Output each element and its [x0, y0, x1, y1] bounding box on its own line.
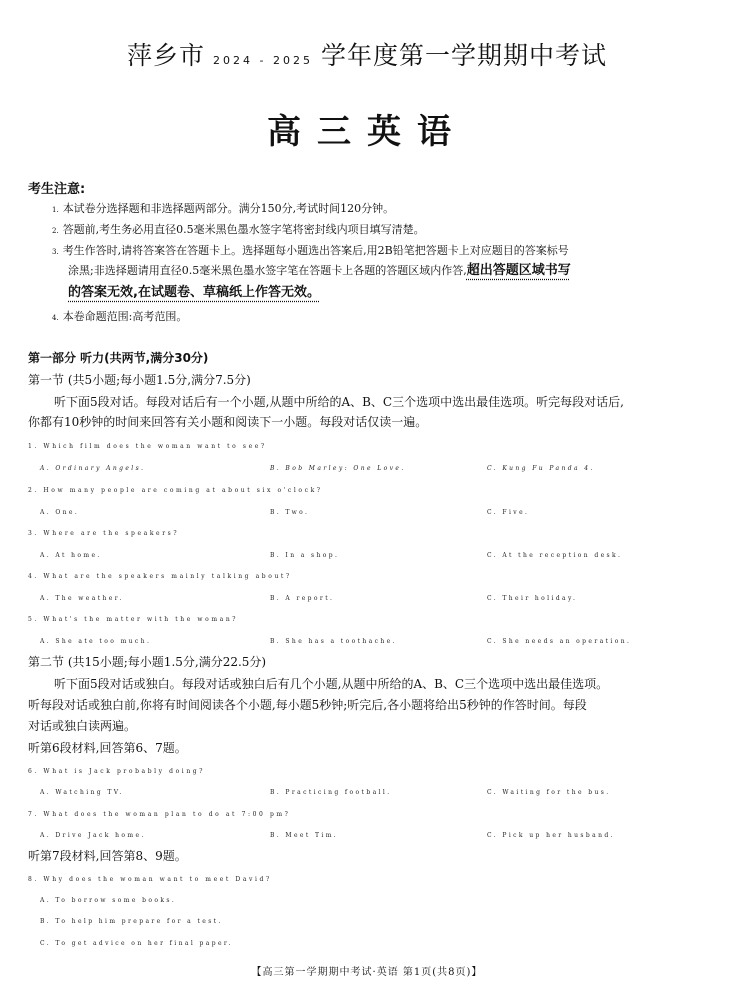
option-6c: C. Waiting for the bus. [487, 789, 611, 796]
notice-item-3-line3 [68, 282, 728, 303]
notice-item-3-line2: 涂黑;非选择题请用直径0.5毫米黑色墨水签字笔在答题卡上各题的答题区域内作答,超出答题区域书写 [68, 263, 571, 278]
option-8c: C. To get advice on her final paper. [40, 940, 233, 947]
option-3c: C. At the reception desk. [487, 552, 623, 559]
notice-item-1: 1. 本试卷分选择题和非选择题两部分。满分150分,考试时间120分钟。 [52, 202, 395, 215]
option-7a: A. Drive Jack home. [40, 832, 146, 839]
option-8b: B. To help him prepare for a test. [40, 918, 223, 925]
notice-item-3: 3. 考生作答时,请将答案答在答题卡上。选择题每小题选出答案后,用2B铅笔把答题卡上对应题目的答案标号 [52, 244, 569, 257]
option-2c: C. Five. [487, 509, 530, 516]
section2-title: 第二节 (共15小题;每小题1.5分,满分22.5分) [28, 655, 267, 669]
notice-item-2: 2. 答题前,考生务必用直径0.5毫米黑色墨水签字笔将密封线内项目填写清楚。 [52, 223, 425, 236]
question-5: 5. What's the matter with the woman? [28, 616, 239, 623]
question-8: 8. Why does the woman want to meet David? [28, 876, 272, 883]
section1-instr-2: 你都有10秒钟的时间来回答有关小题和阅读下一小题。每段对话仅读一遍。 [28, 415, 428, 429]
option-1c: C. Kung Fu Panda 4. [487, 465, 595, 472]
option-3b: B. In a shop. [270, 552, 340, 559]
section1-instr-1: 听下面5段对话。每段对话后有一个小题,从题中所给的A、B、C三个选项中选出最佳选项。听完每段对话后, [54, 395, 624, 409]
notice-item-4: 4. 本卷命题范围:高考范围。 [52, 310, 188, 323]
option-4c: C. Their holiday. [487, 595, 578, 602]
question-4: 4. What are the speakers mainly talking about? [28, 573, 292, 580]
option-5b: B. She has a toothache. [270, 638, 397, 645]
section2-instr-3: 对话或独白读两遍。 [28, 719, 137, 733]
question-2: 2. How many people are coming at about six o'clock? [28, 487, 323, 494]
subject-title: 高三英语 [267, 112, 467, 152]
option-2b: B. Two. [270, 509, 310, 516]
title-city: 萍乡市 [127, 41, 206, 70]
section1-title: 第一节 (共5小题;每小题1.5分,满分7.5分) [28, 373, 251, 387]
option-1b: B. Bob Marley: One Love. [270, 465, 406, 472]
option-2a: A. One. [40, 509, 80, 516]
option-1a: A. Ordinary Angels. [40, 465, 146, 472]
question-6: 6. What is Jack probably doing? [28, 768, 206, 775]
option-4b: B. A report. [270, 595, 335, 602]
option-6a: A. Watching TV. [40, 789, 124, 796]
notice-heading: 考生注意: [28, 182, 86, 197]
option-7b: B. Meet Tim. [270, 832, 339, 839]
question-7: 7. What does the woman plan to do at 7:00 pm? [28, 811, 291, 818]
notice-emphasis-2: 的答案无效,在试题卷、草稿纸上作答无效。 [68, 285, 320, 300]
option-3a: A. At home. [40, 552, 102, 559]
option-4a: A. The weather. [40, 595, 124, 602]
option-5c: C. She needs an operation. [487, 638, 632, 645]
page-footer: 【高三第一学期期中考试·英语 第1页(共8页)】 [251, 967, 483, 978]
option-6b: B. Practicing football. [270, 789, 392, 796]
part1-heading: 第一部分 听力(共两节,满分30分) [28, 351, 209, 365]
material-6-heading: 听第6段材料,回答第6、7题。 [28, 741, 187, 755]
question-3: 3. Where are the speakers? [28, 530, 180, 537]
option-5a: A. She ate too much. [40, 638, 152, 645]
section2-instr-1: 听下面5段对话或独白。每段对话或独白后有几个小题,从题中所给的A、B、C三个选项中选出最佳选项。 [54, 677, 609, 691]
question-1: 1. Which film does the woman want to see? [28, 443, 267, 450]
material-7-heading: 听第7段材料,回答第8、9题。 [28, 849, 187, 863]
title-term: 学年度第一学期期中考试 [320, 41, 607, 70]
exam-title [0, 36, 734, 72]
option-7c: C. Pick up her husband. [487, 832, 615, 839]
notice-emphasis: 超出答题区域书写 [466, 263, 571, 278]
section2-instr-2: 听每段对话或独白前,你将有时间阅读各个小题,每小题5秒钟;听完后,各小题将给出5秒钟的作答时间。每段 [28, 698, 587, 712]
option-8a: A. To borrow some books. [40, 897, 177, 904]
title-year: 2024 - 2025 [213, 54, 313, 67]
